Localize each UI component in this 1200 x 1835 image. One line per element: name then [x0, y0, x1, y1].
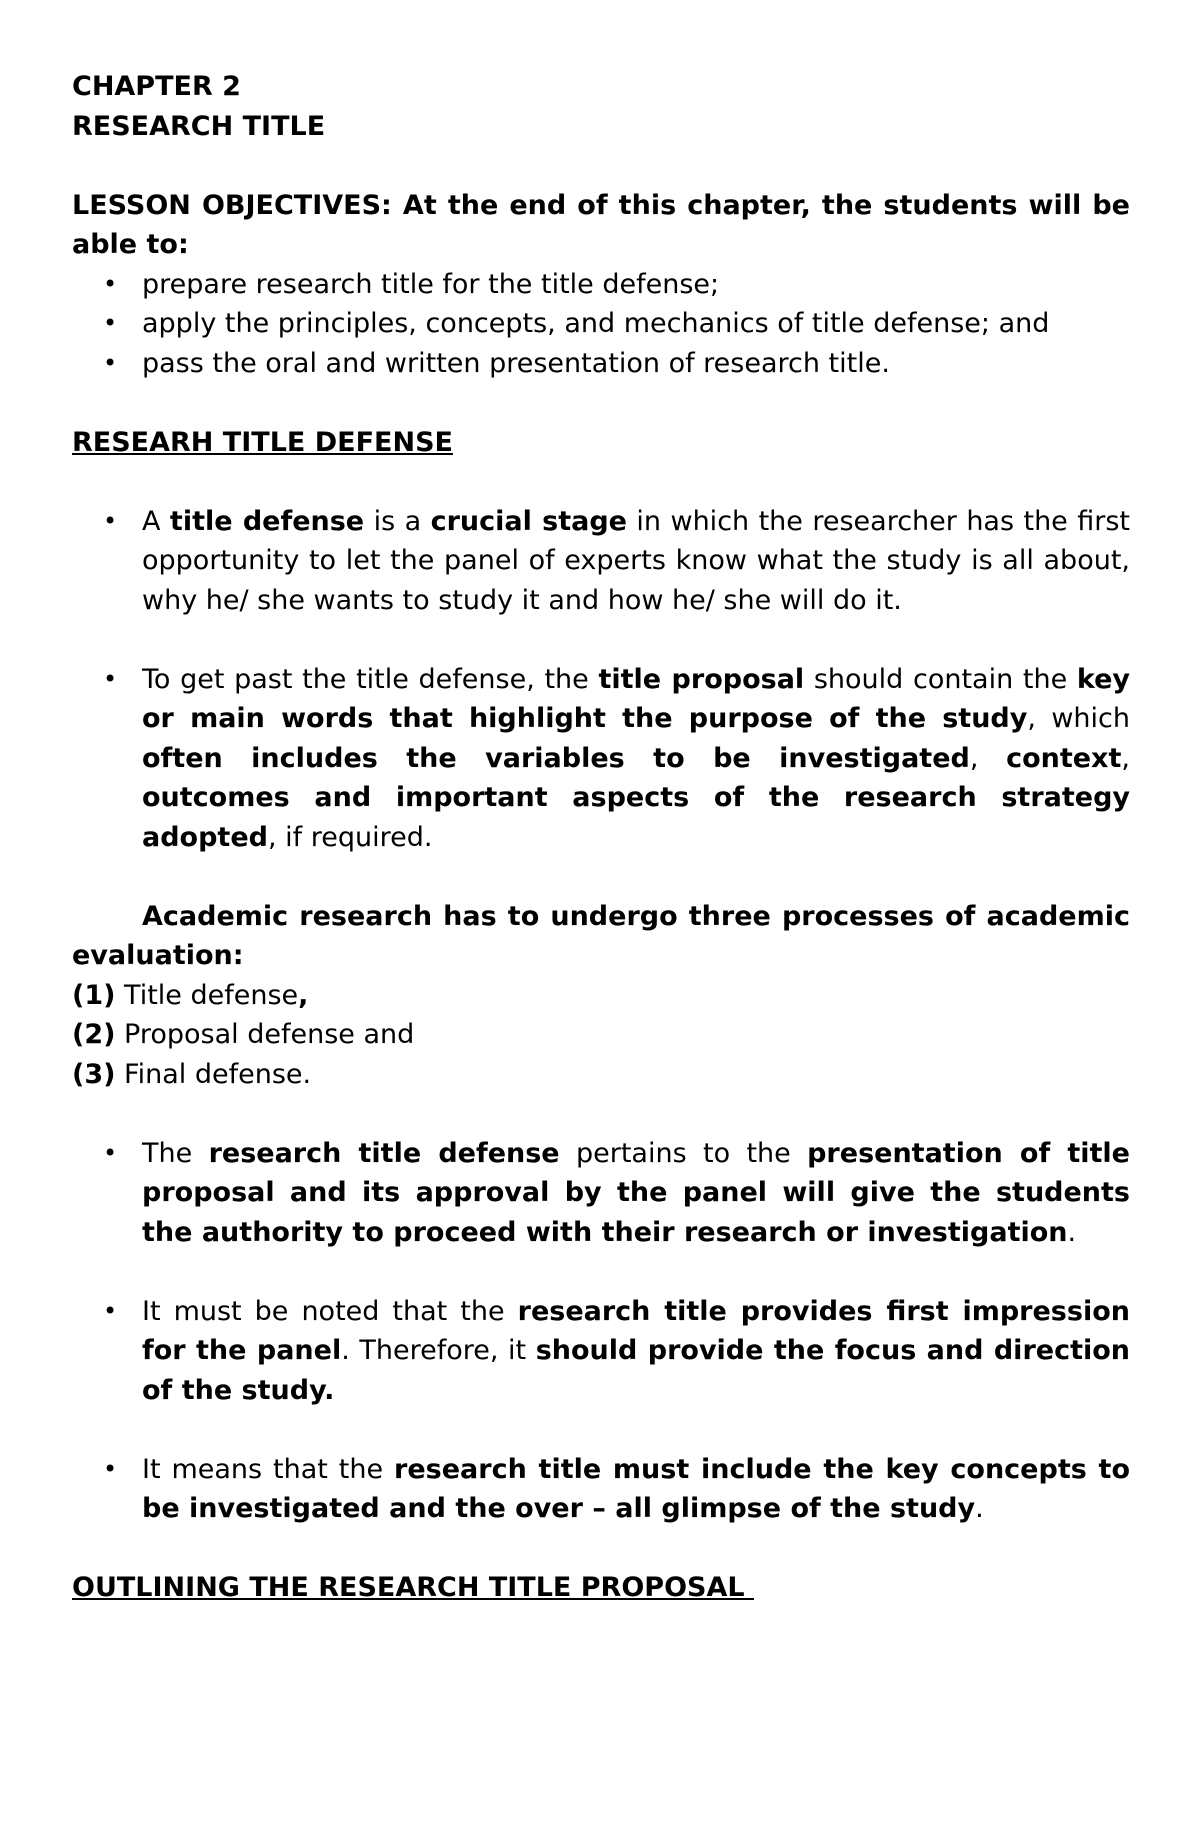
objectives-list: [72, 265, 1130, 384]
defense-bullets-2: [72, 660, 1130, 858]
bullet-research-title-defense: • The research title defense pertains to the presentation of title proposal and its approval by the panel will give the students the authority to proceed with their research or investigation.: [72, 1134, 1130, 1253]
bullet-key-concepts: • It means that the research title must include the key concepts to be investigated and the over – all glimpse of the study.: [72, 1450, 1130, 1529]
outline-section-heading: OUTLINING THE RESEARCH TITLE PROPOSAL: [72, 1572, 754, 1603]
more-bullets-3: [72, 1450, 1130, 1529]
document-content: [72, 67, 1130, 1608]
process-item: (2) Proposal defense and: [72, 1019, 415, 1050]
defense-bullet-title-defense: • A title defense is a crucial stage in which the researcher has the first opportunity to let the panel of experts know what the study is all about, why he/ she wants to study it and how he/ she will do it.: [72, 502, 1130, 621]
objectives-heading: LESSON OBJECTIVES: At the end of this chapter, the students will be able to:: [72, 189, 1130, 260]
objective-item: • prepare research title for the title defense;: [72, 265, 1130, 305]
process-item: (3) Final defense.: [72, 1058, 312, 1090]
process-item: (1) Title defense,: [72, 979, 309, 1011]
chapter-title: RESEARCH TITLE: [72, 110, 326, 142]
defense-bullet-title-proposal: • To get past the title defense, the title proposal should contain the key or main words that highlight the purpose of the study, which often includes the variables to be investigated, context, outcomes and important aspects of the research strategy adopted, if required.: [72, 660, 1130, 858]
objective-item: • apply the principles, concepts, and mechanics of title defense; and: [72, 304, 1130, 344]
defense-section-heading: RESEARH TITLE DEFENSE: [72, 426, 453, 458]
academic-heading: Academic research has to undergo three processes of academic evaluation:: [72, 900, 1130, 971]
defense-bullets: [72, 502, 1130, 621]
chapter-number: CHAPTER 2: [72, 71, 241, 102]
bullet-first-impression: • It must be noted that the research title provides first impression for the panel. Therefore, it should provide the focus and direction of the study.: [72, 1292, 1130, 1411]
objective-item: • pass the oral and written presentation of research title.: [72, 344, 1130, 384]
more-bullets-2: [72, 1292, 1130, 1411]
more-bullets: [72, 1134, 1130, 1253]
